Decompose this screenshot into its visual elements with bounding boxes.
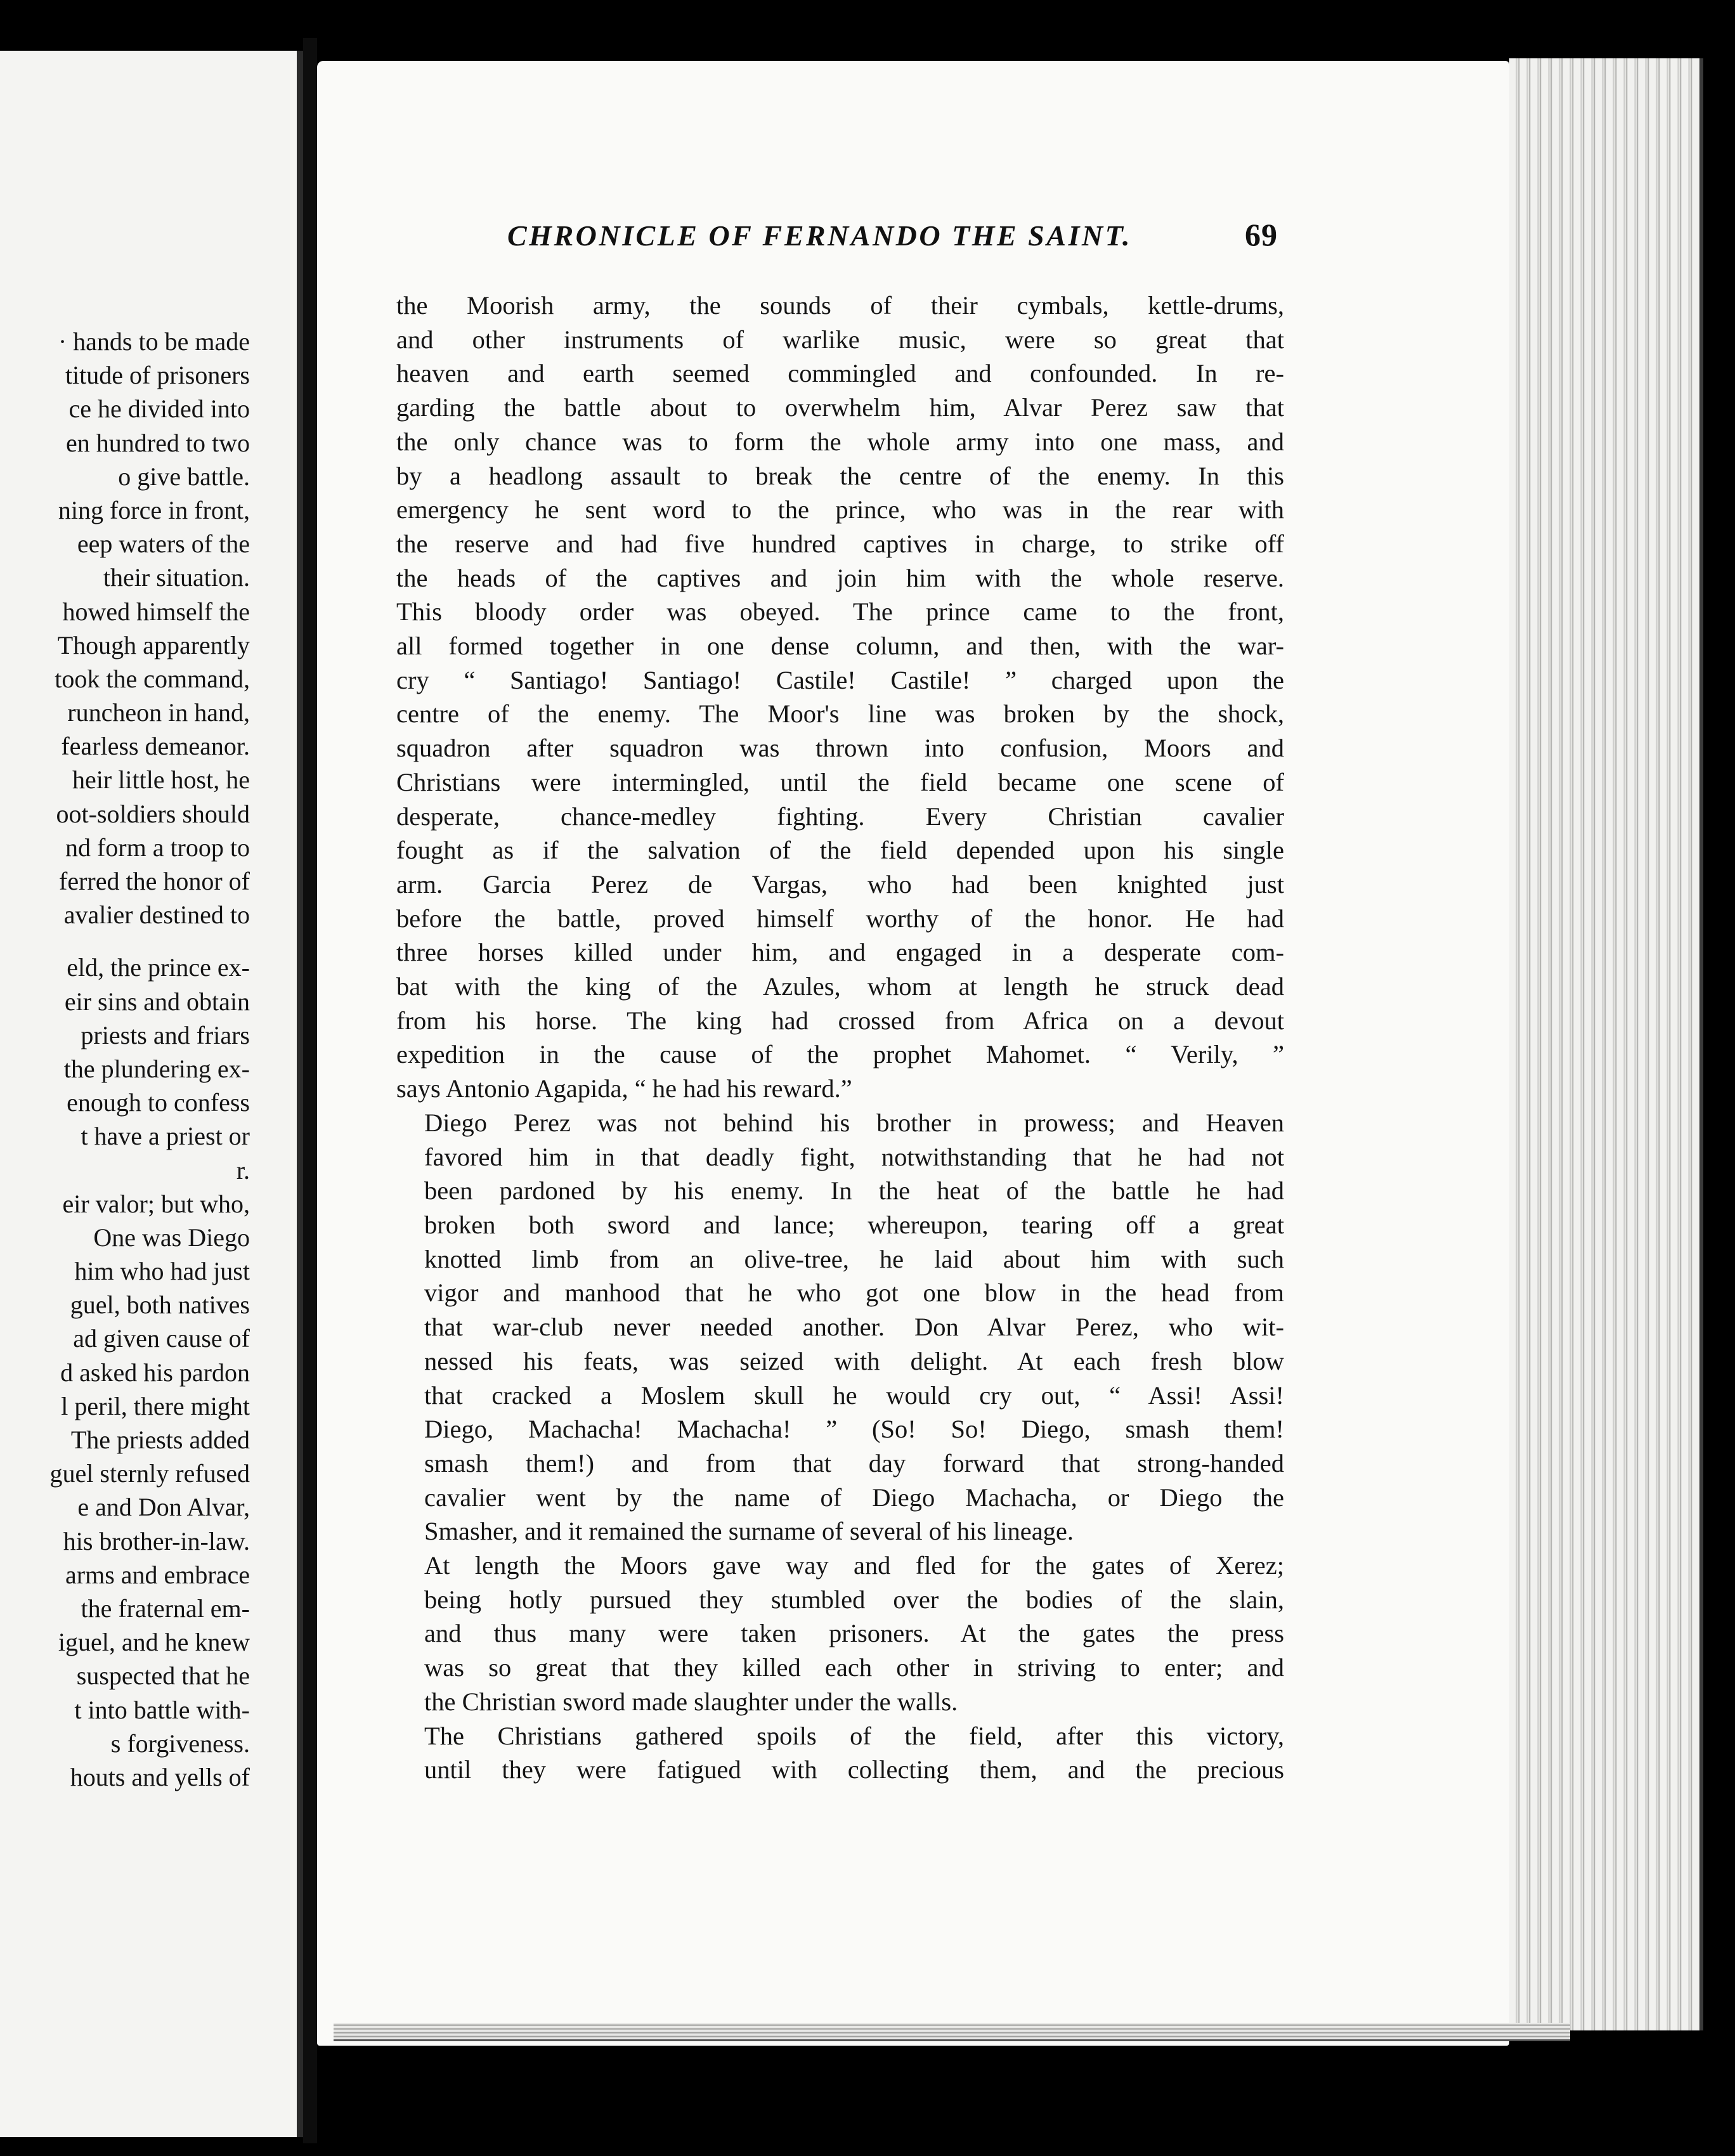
page-bottom-edge xyxy=(334,2023,1570,2041)
left-page-line: iguel, and he knew xyxy=(58,1628,250,1657)
text-line: the heads of the captives and join him with the whole reserve. xyxy=(396,563,1284,592)
text-line: smash them!) and from that day forward that strong-handed xyxy=(424,1448,1284,1477)
text-line: desperate, chance-medley fighting. Every Christian cavalier xyxy=(396,802,1284,831)
left-page-line: · hands to be made xyxy=(58,327,250,356)
left-page-line: t have a priest or xyxy=(81,1122,250,1151)
text-line: by a headlong assault to break the centre of the enemy. In this xyxy=(396,461,1284,490)
text-line: At length the Moors gave way and fled for the gates of Xerez; xyxy=(424,1551,1284,1580)
text-line: fought as if the salvation of the field depended upon his single xyxy=(396,836,1284,865)
left-page-line: guel sternly refused xyxy=(49,1459,250,1488)
text-line: heaven and earth seemed commingled and confounded. In re- xyxy=(396,359,1284,388)
text-line: the Christian sword made slaughter under the walls. xyxy=(424,1687,958,1716)
left-page-line: The priests added xyxy=(70,1425,250,1454)
text-line: that war-club never needed another. Don Alvar Perez, who wit- xyxy=(424,1313,1284,1342)
left-page-line: him who had just xyxy=(74,1257,250,1286)
running-head xyxy=(507,219,1278,252)
text-line: until they were fatigued with collecting them, and the precious xyxy=(424,1755,1284,1784)
text-line: garding the battle about to overwhelm him, Alvar Perez saw that xyxy=(396,393,1284,422)
text-line: favored him in that deadly fight, notwithstanding that he had not xyxy=(424,1142,1284,1171)
text-line: broken both sword and lance; whereupon, tearing off a great xyxy=(424,1210,1284,1239)
text-line: and other instruments of warlike music, were so great that xyxy=(396,325,1284,354)
book-gutter xyxy=(303,38,317,2143)
text-line: that cracked a Moslem skull he would cry out, “ Assi! Assi! xyxy=(424,1380,1284,1410)
left-page-line: titude of prisoners xyxy=(65,361,250,390)
left-page-line: enough to confess xyxy=(67,1088,250,1117)
text-line: The Christians gathered spoils of the field, after this victory, xyxy=(424,1721,1284,1750)
text-line: nessed his feats, was seized with delight. At each fresh blow xyxy=(424,1346,1284,1375)
text-line: the reserve and had five hundred captives in charge, to strike off xyxy=(396,529,1284,558)
text-line: cavalier went by the name of Diego Machacha, or Diego the xyxy=(424,1483,1284,1512)
left-page xyxy=(0,51,303,2137)
text-line: Diego Perez was not behind his brother in prowess; and Heaven xyxy=(424,1108,1284,1137)
page-edges xyxy=(1509,58,1703,2030)
left-page-line: their situation. xyxy=(103,563,250,592)
left-page-line: ad given cause of xyxy=(73,1324,250,1353)
text-line: says Antonio Agapida, “ he had his reward.” xyxy=(396,1074,852,1103)
left-page-line: his brother-in-law. xyxy=(63,1526,250,1555)
running-head-title: CHRONICLE OF FERNANDO THE SAINT. xyxy=(507,219,1132,252)
paragraph xyxy=(396,1106,1284,1549)
left-page-line: eld, the prince ex- xyxy=(67,953,250,982)
text-line: three horses killed under him, and engaged in a desperate com- xyxy=(396,938,1284,967)
left-page-line: eep waters of the xyxy=(77,529,250,559)
left-page-line: the plundering ex- xyxy=(63,1054,250,1083)
text-line: expedition in the cause of the prophet Mahomet. “ Verily, ” xyxy=(396,1040,1284,1069)
left-page-line: suspected that he xyxy=(76,1661,250,1691)
text-line: the Moorish army, the sounds of their cymbals, kettle-drums, xyxy=(396,291,1284,320)
text-line: squadron after squadron was thrown into confusion, Moors and xyxy=(396,734,1284,763)
text-line: before the battle, proved himself worthy of the honor. He had xyxy=(396,904,1284,933)
left-page-line: nd form a troop to xyxy=(65,833,250,862)
left-page-line: guel, both natives xyxy=(70,1290,250,1320)
left-page-line: eir valor; but who, xyxy=(62,1189,250,1218)
left-page-line: fearless demeanor. xyxy=(61,732,250,761)
left-page-line: r. xyxy=(236,1155,250,1185)
left-page-line: the fraternal em- xyxy=(81,1594,250,1623)
text-line: cry “ Santiago! Santiago! Castile! Castile! ” charged upon the xyxy=(396,665,1284,694)
left-page-line: eir sins and obtain xyxy=(64,987,250,1016)
text-line: been pardoned by his enemy. In the heat of the battle he had xyxy=(424,1176,1284,1205)
text-line: being hotly pursued they stumbled over the bodies of the slain, xyxy=(424,1585,1284,1614)
left-page-line: arms and embrace xyxy=(65,1560,250,1589)
left-page-line: took the command, xyxy=(55,664,250,693)
left-page-line: ce he divided into xyxy=(68,394,250,424)
text-line: from his horse. The king had crossed from Africa on a devout xyxy=(396,1006,1284,1035)
text-line: bat with the king of the Azules, whom at length he struck dead xyxy=(396,972,1284,1001)
left-page-line: heir little host, he xyxy=(72,765,250,795)
left-page-line: ning force in front, xyxy=(58,495,250,524)
text-line: emergency he sent word to the prince, who was in the rear with xyxy=(396,495,1284,524)
left-page-line: runcheon in hand, xyxy=(67,698,250,727)
left-page-text xyxy=(0,325,250,1794)
text-line: the only chance was to form the whole army into one mass, and xyxy=(396,427,1284,456)
text-line: Diego, Machacha! Machacha! ” (So! So! Diego, smash them! xyxy=(424,1415,1284,1444)
left-page-line: o give battle. xyxy=(118,462,250,491)
left-page-line: en hundred to two xyxy=(66,428,250,457)
paragraph xyxy=(396,1549,1284,1719)
text-line: Smasher, and it remained the surname of several of his lineage. xyxy=(424,1517,1074,1546)
left-page-line: houts and yells of xyxy=(70,1762,250,1791)
text-line: knotted limb from an olive-tree, he laid about him with such xyxy=(424,1244,1284,1273)
left-page-line: t into battle with- xyxy=(74,1695,250,1724)
text-line: all formed together in one dense column, and then, with the war- xyxy=(396,632,1284,661)
left-page-line: One was Diego xyxy=(93,1223,250,1252)
page-number: 69 xyxy=(1245,217,1278,252)
left-page-line: d asked his pardon xyxy=(60,1358,250,1387)
text-line: vigor and manhood that he who got one blow in the head from xyxy=(424,1278,1284,1308)
left-page-line: avalier destined to xyxy=(63,900,250,930)
left-page-line: l peril, there might xyxy=(61,1391,250,1420)
left-page-line: s forgiveness. xyxy=(110,1729,250,1758)
left-page-line: Though apparently xyxy=(57,630,250,659)
text-line: and thus many were taken prisoners. At the gates the press xyxy=(424,1619,1284,1648)
text-line: centre of the enemy. The Moor's line was broken by the shock, xyxy=(396,699,1284,729)
left-page-line: e and Don Alvar, xyxy=(77,1493,250,1522)
left-page-line: ferred the honor of xyxy=(59,867,250,895)
paragraph xyxy=(396,289,1284,1106)
body-text xyxy=(396,289,1284,1787)
text-line: was so great that they killed each other in striving to enter; and xyxy=(424,1653,1284,1682)
left-page-line: priests and friars xyxy=(81,1020,250,1049)
text-line: This bloody order was obeyed. The prince came to the front, xyxy=(396,597,1284,627)
text-line: Christians were intermingled, until the field became one scene of xyxy=(396,767,1284,796)
paragraph xyxy=(396,1719,1284,1787)
left-page-line: howed himself the xyxy=(62,597,250,626)
left-page-line xyxy=(0,932,250,951)
left-page-line: oot-soldiers should xyxy=(56,799,250,828)
text-line: arm. Garcia Perez de Vargas, who had been knighted just xyxy=(396,869,1284,899)
